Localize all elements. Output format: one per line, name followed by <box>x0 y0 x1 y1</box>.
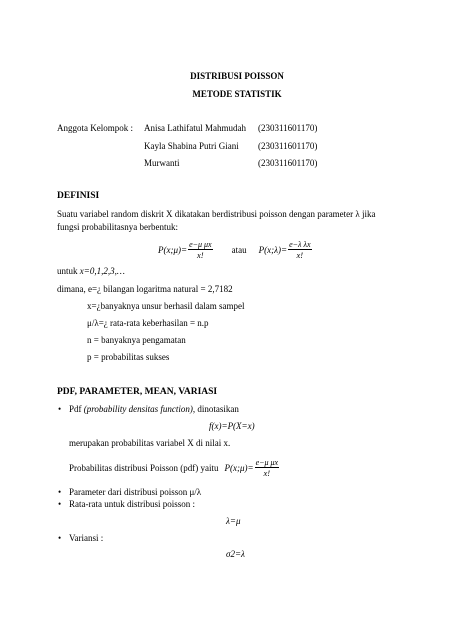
heading-definisi: DEFINISI <box>57 191 100 201</box>
member-name-2: Kayla Shabina Putri Giani <box>144 141 239 151</box>
bullet-variansi: Variansi : <box>69 533 104 543</box>
pdf-label: Pdf <box>69 404 82 414</box>
bullet-parameter: Parameter dari distribusi poisson μ/λ <box>69 487 202 497</box>
pdf-poisson-lhs: P(x;μ)= <box>224 463 254 473</box>
pdf-poisson-num: e−μ μx <box>255 458 279 467</box>
bullet-rata-rata: Rata-rata untuk distribusi poisson : <box>69 499 195 509</box>
formula-num-mu: e−μ μx <box>189 240 212 249</box>
title-metode-statistik: METODE STATISTIK <box>192 89 282 99</box>
formula-num-lambda: e−λ λx <box>289 240 311 249</box>
pdf-formula: f(x)=P(X=x) <box>209 421 255 431</box>
formula-lhs-mu: P(x;μ)= <box>158 245 188 255</box>
members-label: Anggota Kelompok : <box>57 123 133 133</box>
definisi-para-line1: Suatu variabel random diskrit X dikatakan berdistribusi poisson dengan parameter λ jika <box>57 209 376 219</box>
pdf-poisson-fraction <box>255 458 280 478</box>
x-definition: x=¿banyaknya unsur berhasil dalam sampel <box>87 301 245 311</box>
dimana-line: dimana, e=¿ bilangan logaritma natural = 2,7182 <box>57 284 233 294</box>
formula-fraction-mu <box>188 240 213 260</box>
bullet-pdf-line <box>69 404 239 414</box>
formula-fraction-lambda <box>288 240 311 260</box>
member-name-3: Murwanti <box>144 158 180 168</box>
pdf-poisson-den: x! <box>263 468 271 478</box>
untuk-line <box>57 266 125 276</box>
member-nim-2: (230311601170) <box>258 141 318 151</box>
member-nim-3: (230311601170) <box>258 158 318 168</box>
bullet-dot-2: • <box>58 487 62 497</box>
heading-pdf-parameter: PDF, PARAMETER, MEAN, VARIASI <box>57 387 218 397</box>
formula-atau: atau <box>231 245 247 255</box>
untuk-prefix: untuk <box>57 266 78 276</box>
pdf-poisson-line <box>69 456 280 480</box>
untuk-value: x=0,1,2,3,… <box>79 266 125 276</box>
pdf-italic-note: (probability densitas function) <box>83 404 193 414</box>
formula-den-mu: x! <box>197 250 204 260</box>
mu-definition: μ/λ=¿ rata-rata keberhasilan = n.p <box>87 318 209 328</box>
poisson-formula <box>158 237 313 263</box>
mean-formula: λ=μ <box>226 516 241 526</box>
member-nim-1: (230311601170) <box>258 123 318 133</box>
definisi-para-line2: fungsi probabilitasnya berbentuk: <box>57 222 178 232</box>
member-name-1: Anisa Lathifatul Mahmudah <box>144 123 246 133</box>
bullet-dot-4: • <box>58 533 62 543</box>
bullet-dot-3: • <box>58 499 62 509</box>
title-distribusi-poisson: DISTRIBUSI POISSON <box>190 71 284 81</box>
pdf-description: merupakan probabilitas variabel X di nilai x. <box>69 438 231 448</box>
bullet-dot-1: • <box>58 404 62 414</box>
formula-den-lambda: x! <box>296 250 304 260</box>
n-definition: n = banyaknya pengamatan <box>87 335 186 345</box>
variance-formula: σ2=λ <box>226 549 245 559</box>
formula-lhs-lambda: P(x;λ)= <box>258 245 288 255</box>
pdf-rest: , dinotasikan <box>192 404 239 414</box>
pdf-poisson-label: Probabilitas distribusi Poisson (pdf) yaitu <box>69 463 219 473</box>
p-definition: p = probabilitas sukses <box>87 352 170 362</box>
